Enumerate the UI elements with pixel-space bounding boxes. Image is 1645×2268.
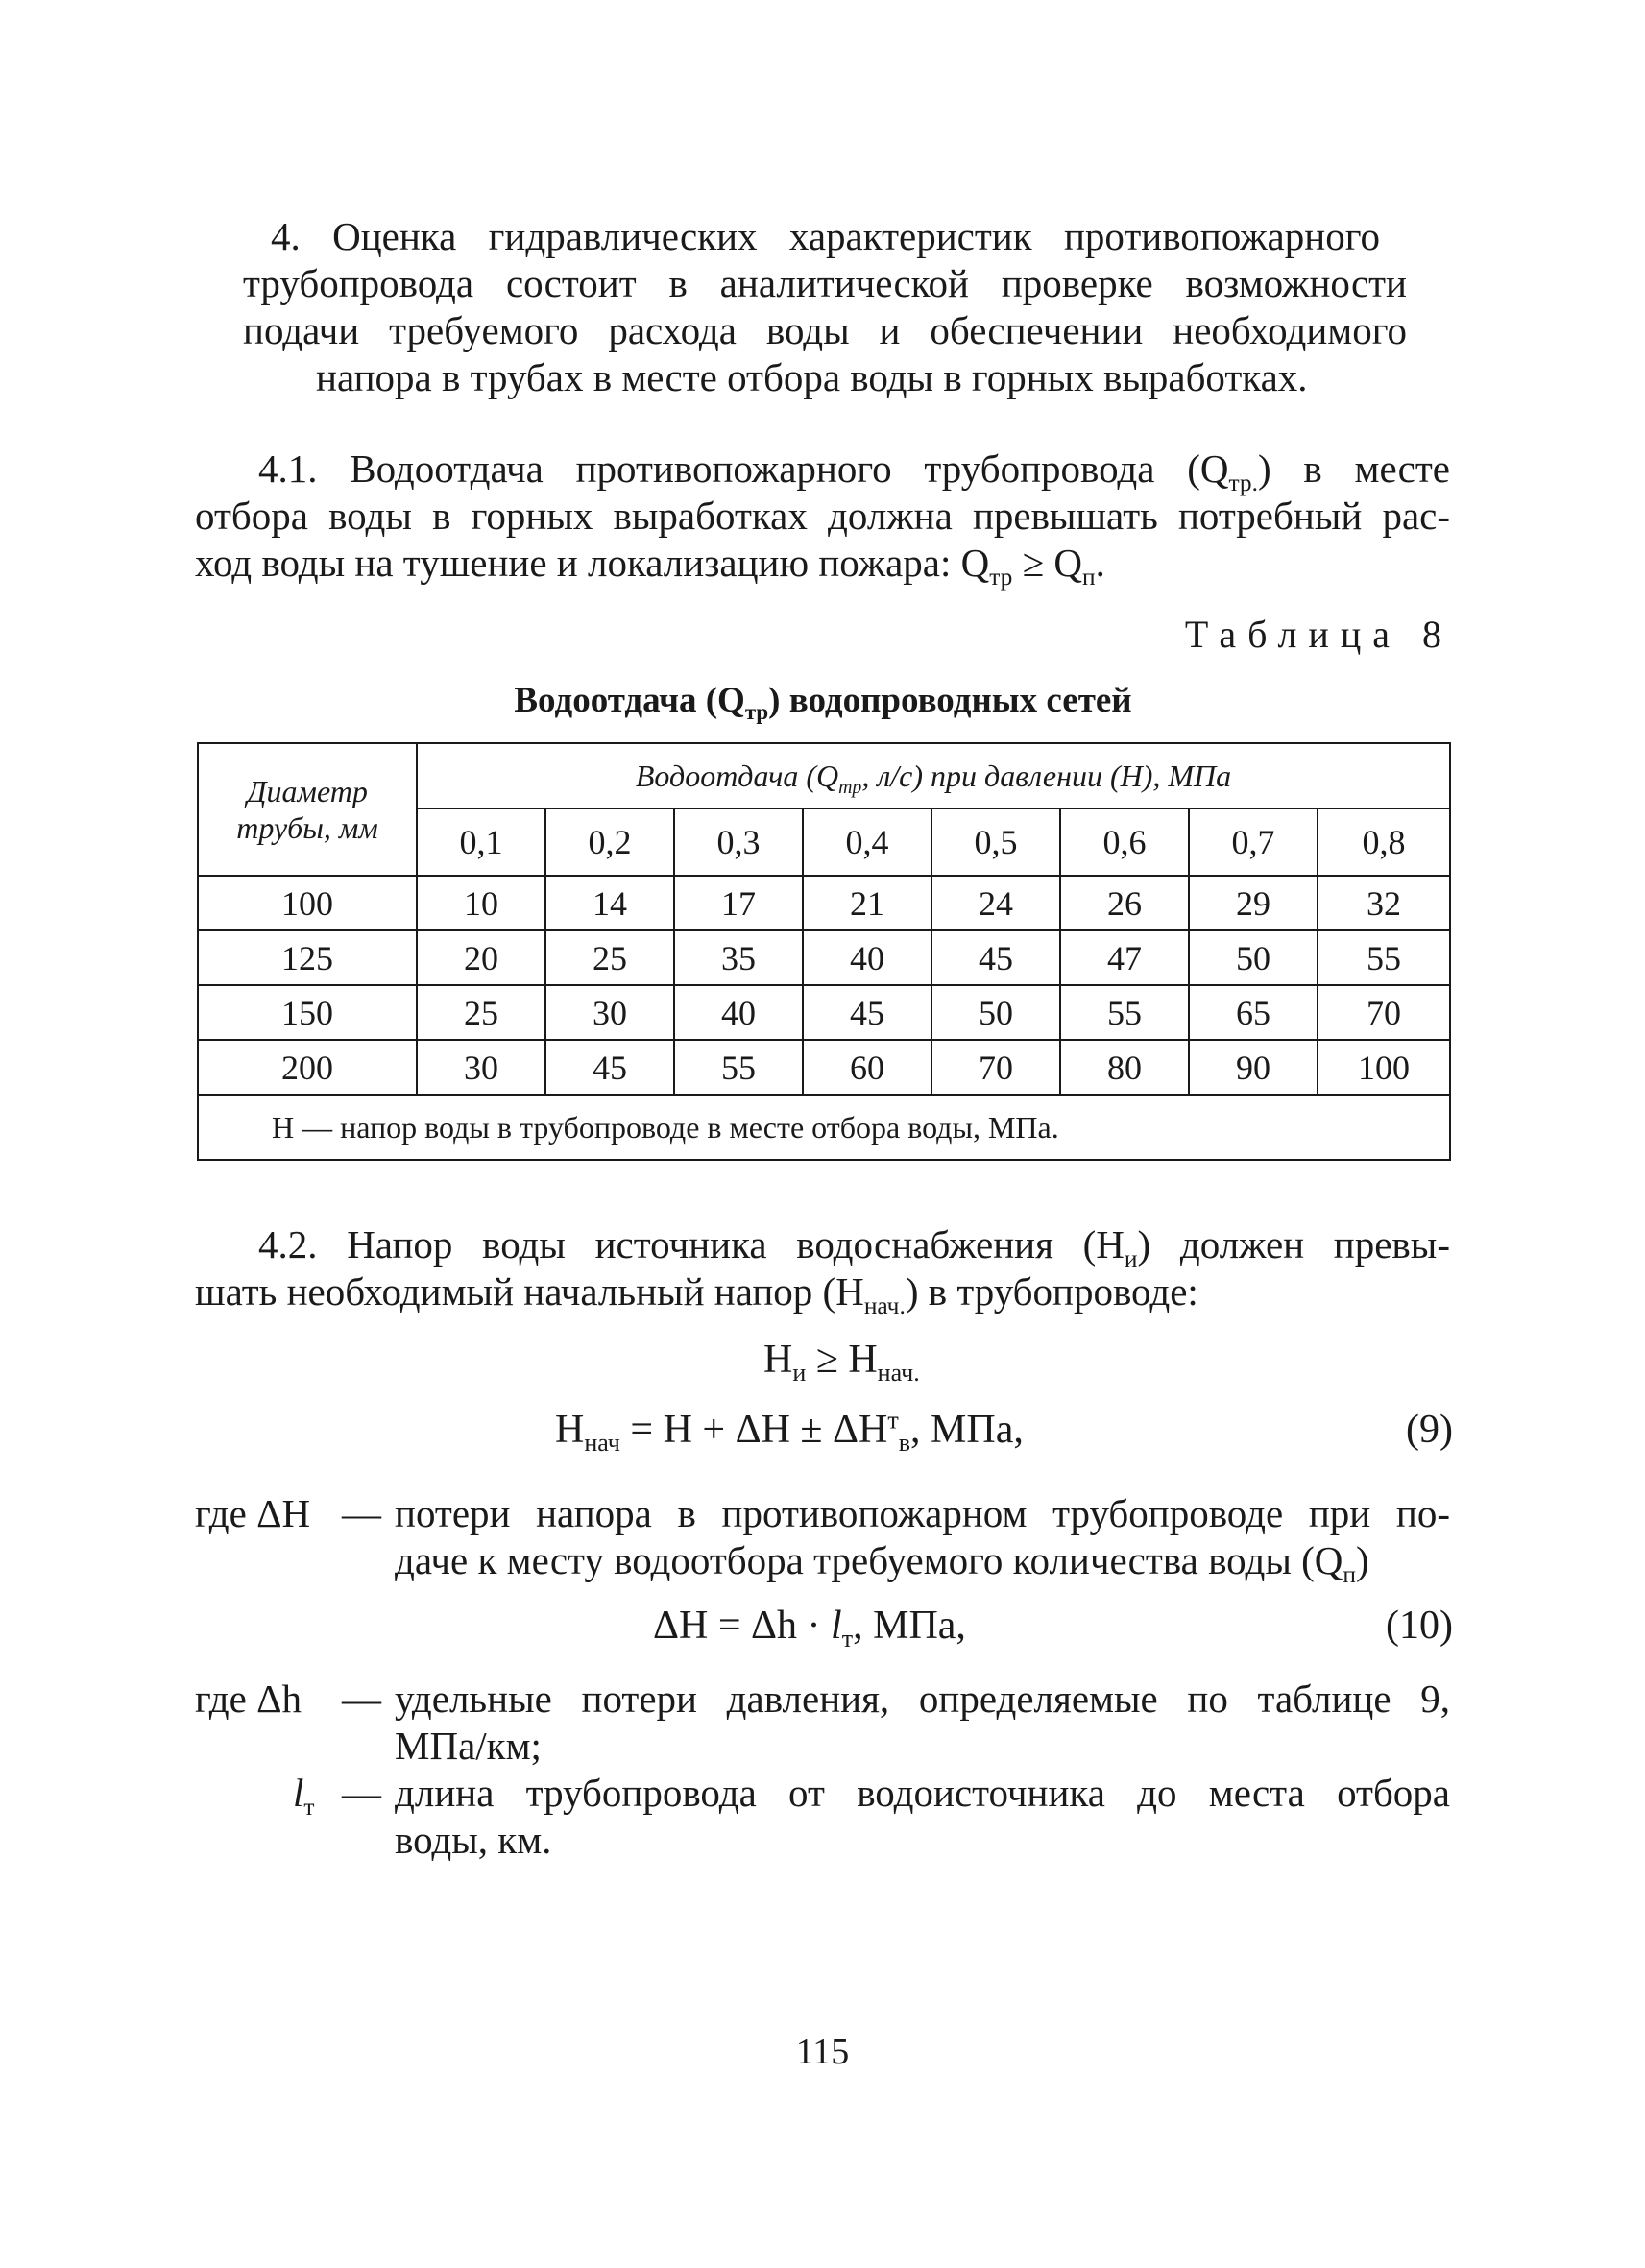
value-cell: 29	[1189, 876, 1318, 930]
table-label: Таблица 8	[1184, 613, 1453, 656]
page-number: 115	[795, 2032, 850, 2072]
formula-inequality: $Н_и \ge Н_{нач.}$	[763, 1338, 920, 1387]
value-cell: 25	[545, 930, 674, 985]
value-cell: 55	[1318, 930, 1450, 985]
value-cell: 55	[1060, 985, 1189, 1040]
dH-term: где ΔН	[195, 1491, 311, 1535]
formula-9-number: (9)	[1406, 1408, 1453, 1452]
table-note: Н — напор воды в трубопроводе в месте отбора воды, МПа.	[198, 1095, 1450, 1160]
value-cell: 25	[417, 985, 545, 1040]
value-cell: 50	[1189, 930, 1318, 985]
water-yield-table	[197, 742, 1451, 1161]
value-cell: 30	[545, 985, 674, 1040]
value-cell: 17	[674, 876, 803, 930]
value-cell: 50	[931, 985, 1060, 1040]
value-cell: 14	[545, 876, 674, 930]
p42-line-1: 4.2. Напор воды источника водоснабжения $(Н_и)$ должен превы-	[258, 1222, 1450, 1272]
p4-line-3: подачи требуемого расхода воды и обеспечении необходимого	[243, 308, 1407, 352]
pressure-header: 0,7	[1189, 808, 1318, 876]
p4-line-1: 4. Оценка гидравлических характеристик противопожарного	[271, 214, 1380, 258]
value-cell: 100	[1318, 1040, 1450, 1095]
p41-line-2: отбора воды в горных выработках должна превышать потребный рас-	[195, 494, 1450, 538]
diameter-cell: 100	[198, 876, 417, 930]
p41-line-3: ход воды на тушение и локализацию пожара: $Q_{тр} \ge Q_п$.	[195, 541, 1105, 591]
table-note-row	[198, 1095, 1450, 1160]
table-header-row-1	[198, 743, 1450, 808]
value-cell: 80	[1060, 1040, 1189, 1095]
value-cell: 21	[803, 876, 931, 930]
table-title: Водоотдача $(Q_{тр})$ водопроводных сетей	[514, 681, 1132, 725]
formula-10-number: (10)	[1386, 1604, 1453, 1648]
value-cell: 20	[417, 930, 545, 985]
value-cell: 35	[674, 930, 803, 985]
value-cell: 90	[1189, 1040, 1318, 1095]
lt-line-2: воды, км.	[395, 1818, 552, 1862]
pressure-header: 0,8	[1318, 808, 1450, 876]
value-cell: 32	[1318, 876, 1450, 930]
value-cell: 26	[1060, 876, 1189, 930]
dH-line-1: потери напора в противопожарном трубопроводе при по-	[395, 1491, 1450, 1535]
value-cell: 10	[417, 876, 545, 930]
p4-line-2: трубопровода состоит в аналитической проверке возможности	[243, 261, 1407, 305]
table-row	[198, 930, 1450, 985]
table-row	[198, 985, 1450, 1040]
yield-group-header: Водоотдача ($Q_{тр}$, л/с) при давлении (Н), МПа	[417, 743, 1450, 808]
pressure-header: 0,6	[1060, 808, 1189, 876]
lt-term: $l_т$	[293, 1771, 315, 1821]
dh-dash: —	[342, 1677, 381, 1721]
table-row	[198, 1040, 1450, 1095]
value-cell: 24	[931, 876, 1060, 930]
diameter-cell: 200	[198, 1040, 417, 1095]
lt-dash: —	[342, 1771, 381, 1815]
value-cell: 55	[674, 1040, 803, 1095]
dh-line-1: удельные потери давления, определяемые по таблице 9,	[395, 1677, 1450, 1721]
pressure-header: 0,4	[803, 808, 931, 876]
p42-line-2: шать необходимый начальный напор $(Н_{нач.})$ в трубопроводе:	[195, 1269, 1198, 1319]
formula-10: $\Delta Н = \Delta h \cdot l_т$, МПа,	[653, 1604, 966, 1653]
value-cell: 45	[931, 930, 1060, 985]
p4-line-4: напора в трубах в месте отбора воды в горных выработках.	[316, 355, 1308, 399]
lt-line-1: длина трубопровода от водоисточника до места отбора	[395, 1771, 1450, 1815]
dH-line-2: даче к месту водоотбора требуемого количества воды $(Q_п)$	[395, 1538, 1369, 1588]
pressure-header: 0,3	[674, 808, 803, 876]
value-cell: 70	[931, 1040, 1060, 1095]
diameter-cell: 125	[198, 930, 417, 985]
value-cell: 40	[674, 985, 803, 1040]
value-cell: 45	[803, 985, 931, 1040]
pressure-header: 0,2	[545, 808, 674, 876]
pressure-header: 0,1	[417, 808, 545, 876]
value-cell: 65	[1189, 985, 1318, 1040]
value-cell: 40	[803, 930, 931, 985]
diameter-header: Диаметр трубы, мм	[198, 743, 417, 876]
dh-line-2: МПа/км;	[395, 1724, 542, 1768]
dH-dash: —	[342, 1491, 381, 1535]
value-cell: 45	[545, 1040, 674, 1095]
dh-term: где Δh	[195, 1677, 302, 1721]
value-cell: 47	[1060, 930, 1189, 985]
formula-9: $Н_{нач} = Н + \Delta Н \pm \Delta Н^т_в$, МПа,	[555, 1406, 1024, 1458]
value-cell: 70	[1318, 985, 1450, 1040]
table-row	[198, 876, 1450, 930]
pressure-header: 0,5	[931, 808, 1060, 876]
diameter-cell: 150	[198, 985, 417, 1040]
p41-line-1: 4.1. Водоотдача противопожарного трубопровода $(Q_{тр.})$ в месте	[258, 446, 1450, 496]
value-cell: 30	[417, 1040, 545, 1095]
value-cell: 60	[803, 1040, 931, 1095]
